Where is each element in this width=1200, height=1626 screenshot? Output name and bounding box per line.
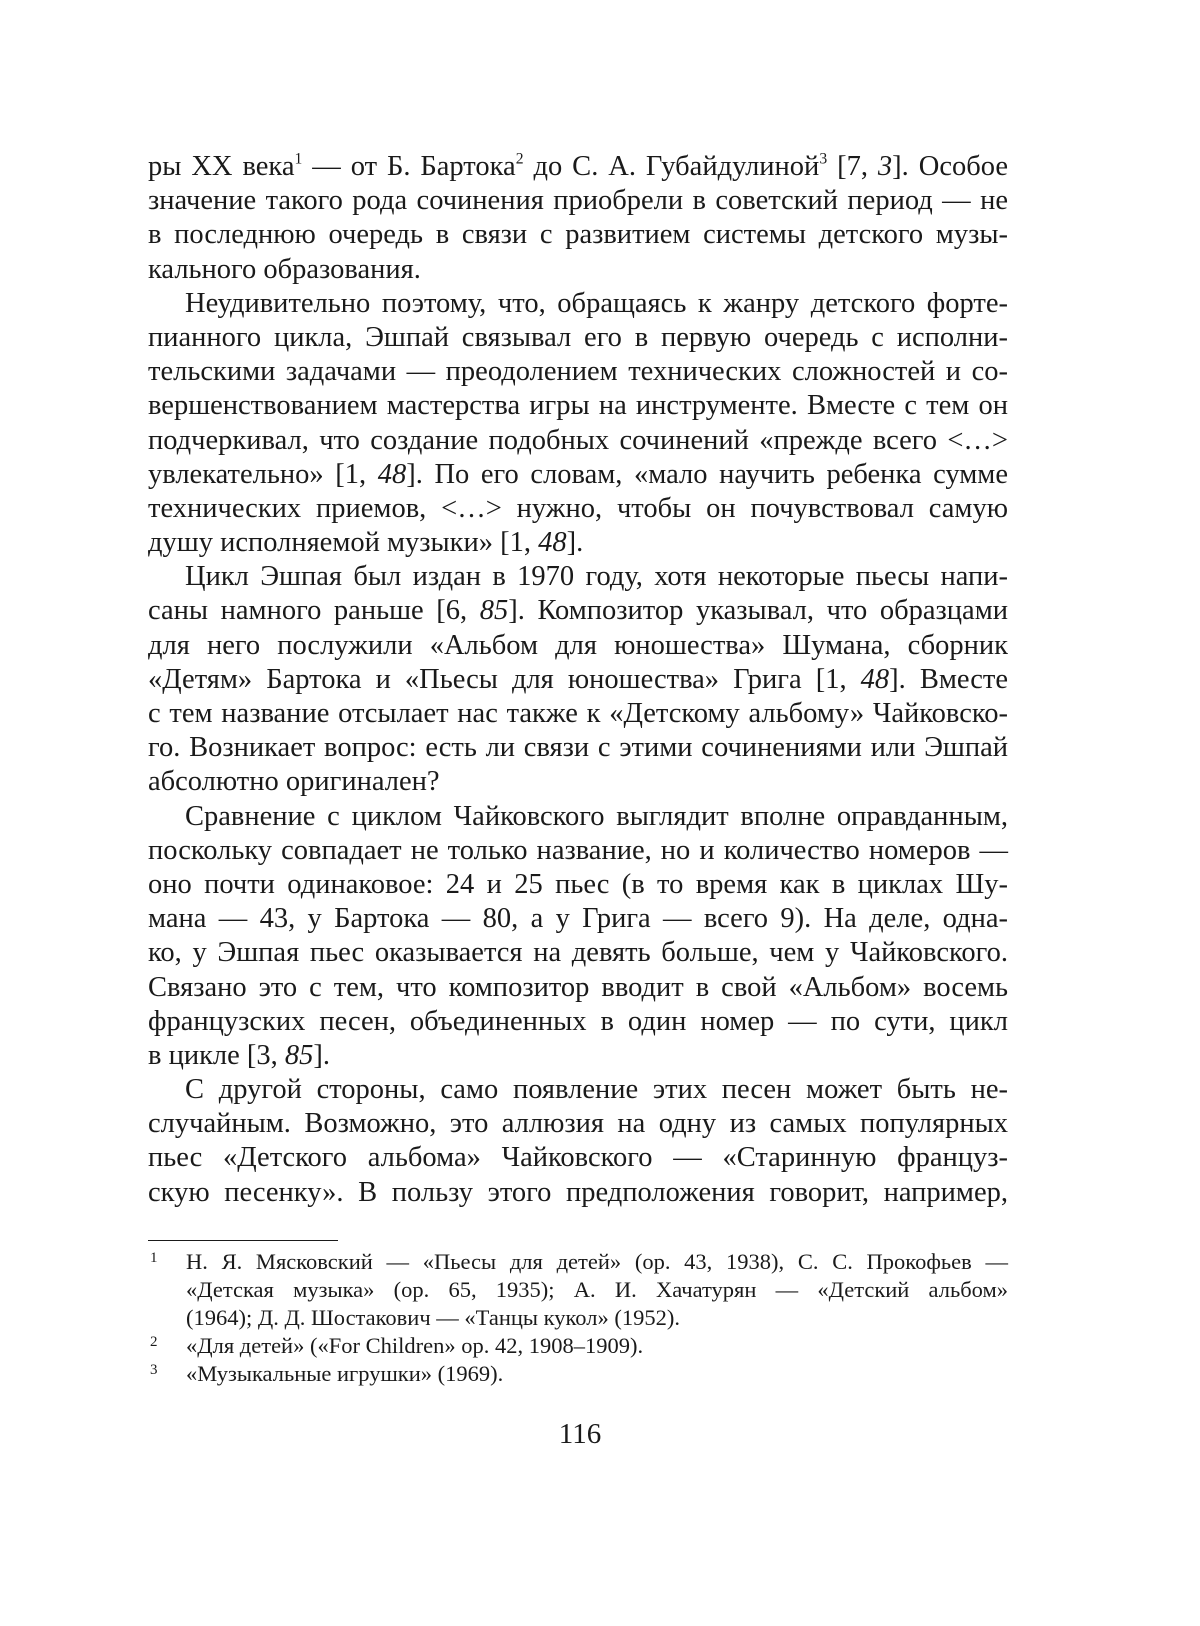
text-line: душу исполняемой музыки» [1, 48]. [148, 527, 584, 559]
footnotes [148, 1248, 1008, 1388]
footnote-line: Н. Я. Мясковский — «Пьесы для детей» (ор. 43, 1938), С. С. Прокофьев — [186, 1249, 1008, 1274]
text-line: оно почти одинаковое: 24 и 25 пьес (в то время как в циклах Шу- [148, 868, 1008, 900]
footnote-1 [148, 1248, 1008, 1332]
text-line: подчеркивал, что создание подобных сочинений «прежде всего <…> [148, 424, 1008, 456]
text-line: саны намного раньше [6, 85]. Композитор указывал, что образцами [148, 595, 1008, 627]
text-line: Неудивительно поэтому, что, обращаясь к жанру детского форте- [185, 287, 1008, 319]
text-line: увлекательно» [1, 48]. По его словам, «мало научить ребенка сумме [148, 458, 1008, 490]
text-line: Сравнение с циклом Чайковского выглядит вполне оправданным, [185, 800, 1008, 832]
text-line: «Детям» Бартока и «Пьесы для юношества» Грига [1, 48]. Вместе [148, 663, 1008, 695]
text-line: поскольку совпадает не только название, но и количество номеров — [148, 834, 1008, 866]
text-line: абсолютно оригинален? [148, 766, 440, 798]
text-line: случайным. Возможно, это аллюзия на одну из самых популярных [148, 1108, 1008, 1140]
footnote-line: «Детская музыка» (ор. 65, 1935); А. И. Хачатурян — «Детский альбом» [186, 1277, 1008, 1302]
text-line: в последнюю очередь в связи с развитием системы детского музы- [148, 219, 1008, 251]
text-line: французских песен, объединенных в один номер — по сути, цикл [148, 1005, 1008, 1037]
footnote-ref[interactable]: 3 [819, 150, 828, 168]
footnote-line: (1964); Д. Д. Шостакович — «Танцы кукол» (1952). [186, 1305, 680, 1330]
footnote-line: «Для детей» («For Children» ор. 42, 1908–1909). [186, 1333, 644, 1358]
footnote-ref[interactable]: 2 [515, 150, 524, 168]
footnote-number: 3 [150, 1362, 158, 1378]
text-line: го. Возникает вопрос: есть ли связи с этими сочинениями или Эшпай [148, 732, 1008, 764]
text-line: в цикле [3, 85]. [148, 1039, 331, 1071]
main-text [148, 150, 1008, 1210]
text-line: значение такого рода сочинения приобрели в советский период — не [148, 185, 1008, 217]
page-number: 116 [558, 1418, 602, 1450]
text-line: скую песенку». В пользу этого предположения говорит, например, [148, 1176, 1008, 1208]
text-line: ры XX века$^1$ — от Б. Бартока$^2$ до С. А. Губайдулиной$^3$ [7, 3]. Особое [148, 150, 1008, 182]
text-line: Связано это с тем, что композитор вводит в свой «Альбом» восемь [148, 971, 1008, 1003]
footnote-3 [148, 1360, 1008, 1388]
text-line: вершенствованием мастерства игры на инструменте. Вместе с тем он [148, 390, 1008, 422]
footnote-2 [148, 1332, 1008, 1360]
text-line: кального образования. [148, 253, 421, 285]
text-line: ко, у Эшпая пьес оказывается на девять больше, чем у Чайковского. [148, 937, 1008, 969]
text-line: С другой стороны, само появление этих песен может быть не- [185, 1074, 1008, 1106]
text-line: тельскими задачами — преодолением технических сложностей и со- [148, 356, 1008, 388]
footnote-separator [148, 1240, 338, 1241]
footnote-ref[interactable]: 1 [294, 150, 303, 168]
footnote-number: 2 [150, 1334, 158, 1350]
text-line: пьес «Детского альбома» Чайковского — «Старинную француз- [148, 1142, 1008, 1174]
footnote-number: 1 [150, 1250, 158, 1266]
footnote-line: «Музыкальные игрушки» (1969). [186, 1361, 504, 1386]
text-line: мана — 43, у Бартока — 80, а у Грига — всего 9). На деле, одна- [148, 903, 1008, 935]
text-line: с тем название отсылает нас также к «Детскому альбому» Чайковско- [148, 698, 1008, 729]
text-line: для него послужили «Альбом для юношества» Шумана, сборник [148, 629, 1008, 661]
text-line: Цикл Эшпая был издан в 1970 году, хотя некоторые пьесы напи- [185, 561, 1008, 593]
text-line: технических приемов, <…> нужно, чтобы он почувствовал самую [148, 492, 1008, 524]
text-line: пианного цикла, Эшпай связывал его в первую очередь с исполни- [148, 321, 1008, 353]
